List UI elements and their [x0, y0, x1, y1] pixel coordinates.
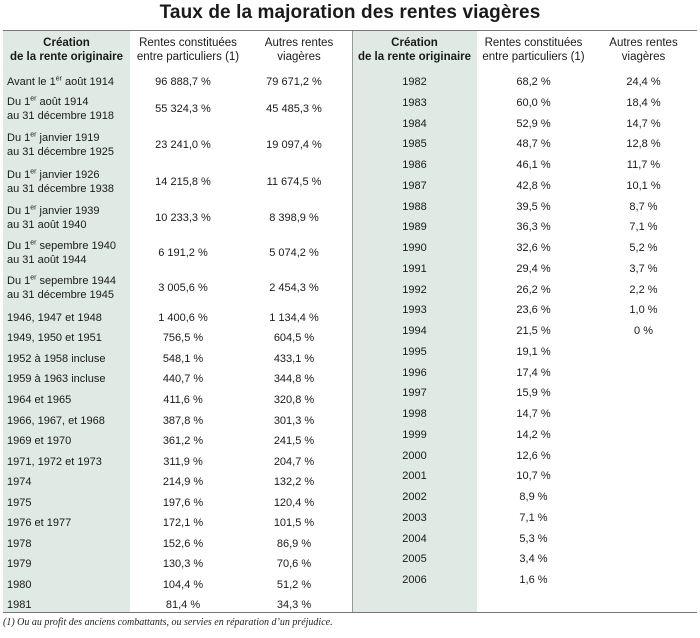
row-label-part: 1976 et 1977: [7, 517, 72, 529]
row-label-part: 1966, 1967, et 1968: [7, 415, 105, 427]
row-label: [7, 475, 31, 489]
rentes-value: 14,7 %: [516, 408, 551, 420]
autres-value: 18,4 %: [626, 96, 661, 109]
autres-value: 5 074,2 %: [269, 247, 319, 259]
row-label: [7, 434, 71, 448]
rentes-value: 68,2 %: [516, 76, 551, 88]
header-autres-right: [590, 36, 697, 64]
rentes-value: 81,4 %: [165, 599, 201, 611]
row-label-part: janvier 1919: [36, 132, 100, 144]
row-label-part: août 1914: [36, 96, 89, 108]
year-label: 1984: [402, 117, 427, 130]
footnote: (1) Ou au profit des anciens combattants, ou servies en réparation d’un préjudice.: [3, 617, 333, 628]
year-label: 1996: [402, 366, 427, 379]
row-label-part: 1949, 1950 et 1951: [7, 332, 102, 344]
autres-value: 12,8 %: [626, 138, 661, 151]
row-label: [7, 578, 31, 592]
autres-value: 45 485,3 %: [266, 103, 322, 115]
row-label-part: 1978: [7, 538, 32, 550]
row-label: [7, 537, 31, 551]
rentes-value: 52,9 %: [516, 117, 551, 130]
row-label-part: sepembre 1944: [36, 275, 116, 287]
rentes-value: 548,1 %: [162, 353, 204, 365]
ordinal-superscript: er: [55, 75, 62, 83]
header-text: entre particuliers (1): [136, 51, 240, 63]
ordinal-superscript: er: [30, 131, 37, 139]
autres-value: 8 398,9 %: [269, 212, 319, 224]
autres-value: 344,8 %: [273, 373, 315, 385]
ordinal-superscript: er: [30, 95, 37, 103]
header-text: viagères: [277, 51, 321, 63]
rentes-value: 55 324,3 %: [155, 103, 211, 115]
header-text: viagères: [621, 51, 666, 63]
table-title: Taux de la majoration des rentes viagères: [159, 2, 541, 23]
ordinal-superscript: er: [30, 239, 37, 247]
autres-value: 14,7 %: [626, 117, 661, 130]
row-label-part: 1975: [7, 497, 32, 509]
autres-value: 11,7 %: [626, 159, 661, 171]
rentes-value: 46,1 %: [516, 159, 551, 171]
year-label: 2000: [402, 449, 427, 462]
year-label: 1994: [402, 325, 427, 337]
row-label: [7, 331, 102, 345]
ordinal-superscript: er: [30, 168, 37, 176]
header-creation-right: [352, 36, 477, 64]
rentes-value: 14 215,8 %: [155, 176, 211, 188]
year-label: 1986: [402, 159, 427, 171]
autres-value: 604,5 %: [273, 332, 315, 344]
row-label-part: 1964 et 1965: [7, 394, 72, 406]
rentes-value: 48,7 %: [516, 138, 551, 151]
rentes-value: 14,2 %: [516, 428, 551, 441]
rentes-value: 5,3 %: [519, 532, 548, 545]
row-label-part: août 1914: [61, 76, 114, 88]
header-text: Autres rentes: [609, 37, 678, 49]
row-label-part: 1979: [7, 558, 32, 570]
year-label: 1990: [402, 242, 427, 254]
row-label: [7, 75, 114, 89]
header-rentes-left: [130, 36, 246, 64]
row-label-part: Du 1: [7, 275, 31, 287]
row-label-line2: au 31 décembre 1945: [7, 289, 115, 301]
row-label: [7, 204, 99, 232]
rentes-value: 26,2 %: [516, 283, 551, 296]
autres-value: 1 134,4 %: [269, 312, 319, 324]
row-label-part: Du 1: [7, 96, 31, 108]
rentes-value: 440,7 %: [162, 373, 204, 385]
header-autres-left: [246, 36, 352, 64]
ordinal-superscript: er: [30, 204, 37, 212]
header-text: de la rente originaire: [9, 51, 124, 63]
header-text: Rentes constituées: [484, 37, 583, 49]
autres-value: 320,8 %: [273, 394, 315, 406]
rentes-value: 17,4 %: [516, 366, 551, 379]
autres-value: 433,1 %: [273, 353, 315, 365]
rentes-value: 7,1 %: [519, 511, 548, 524]
year-label: 1987: [402, 179, 427, 192]
rentes-value: 8,9 %: [519, 491, 548, 503]
rentes-value: 214,9 %: [162, 476, 204, 488]
autres-value: 86,9 %: [276, 538, 312, 550]
autres-value: 70,6 %: [276, 558, 312, 570]
row-label-part: janvier 1939: [36, 205, 100, 217]
year-label: 1983: [402, 96, 427, 109]
autres-value: 5,2 %: [629, 242, 658, 254]
row-label-part: 1971, 1972 et 1973: [7, 456, 102, 468]
row-label: [7, 598, 31, 612]
row-label-part: janvier 1926: [36, 169, 100, 181]
row-label: [7, 393, 71, 407]
rentes-value: 15,9 %: [516, 387, 551, 400]
row-label-part: 1969 et 1970: [7, 435, 72, 447]
row-label: [7, 239, 116, 267]
autres-value: 2 454,3 %: [269, 282, 319, 294]
rentes-value: 39,5 %: [516, 200, 551, 213]
row-label-line2: au 31 décembre 1938: [7, 183, 115, 195]
row-label: [7, 372, 105, 386]
autres-value: 301,3 %: [273, 415, 315, 427]
header-text: Rentes constituées: [139, 37, 237, 49]
year-label: 1989: [402, 221, 427, 234]
rentes-value: 1 400,6 %: [158, 312, 208, 324]
row-label-line2: au 31 août 1944: [7, 254, 87, 266]
autres-value: 11 674,5 %: [266, 176, 322, 188]
autres-value: 241,5 %: [273, 435, 315, 447]
rentes-value: 96 888,7 %: [155, 76, 211, 88]
row-label: [7, 352, 105, 366]
row-label: [7, 168, 114, 196]
year-label: 1997: [402, 387, 427, 400]
autres-value: 24,4 %: [626, 76, 661, 88]
year-label: 1999: [402, 428, 427, 441]
year-label: 2005: [402, 553, 427, 566]
header-rentes-right: [477, 36, 590, 64]
rentes-value: 172,1 %: [162, 517, 204, 529]
rentes-value: 60,0 %: [516, 96, 551, 109]
year-label: 1992: [402, 283, 427, 296]
rentes-value: 10 233,3 %: [155, 212, 211, 224]
rentes-value: 12,6 %: [516, 449, 551, 462]
rentes-value: 130,3 %: [162, 558, 204, 570]
autres-value: 101,5 %: [273, 517, 315, 529]
row-label-part: 1974: [7, 476, 32, 488]
autres-value: 79 671,2 %: [266, 76, 322, 88]
row-label: [7, 557, 31, 571]
row-label: [7, 131, 114, 159]
year-label: 1991: [402, 262, 427, 275]
year-label: 1998: [402, 408, 427, 420]
row-label-part: 1981: [7, 599, 32, 611]
header-text: entre particuliers (1): [482, 51, 585, 63]
row-label-line2: au 31 décembre 1925: [7, 146, 115, 158]
row-label-part: Du 1: [7, 205, 31, 217]
rentes-value: 411,6 %: [163, 394, 203, 406]
year-label: 2006: [402, 574, 427, 586]
rentes-value: 361,2 %: [162, 435, 204, 447]
header-text: Création: [391, 37, 438, 49]
autres-value: 132,2 %: [273, 476, 315, 488]
autres-value: 34,3 %: [276, 599, 312, 611]
year-label: 2002: [402, 491, 427, 503]
row-label-part: 1980: [7, 579, 32, 591]
rentes-value: 1,6 %: [519, 574, 548, 586]
rentes-value: 29,4 %: [516, 262, 551, 275]
autres-value: 8,7 %: [629, 200, 658, 213]
row-label-part: 1946, 1947 et 1948: [7, 312, 102, 324]
rentes-value: 23,6 %: [516, 304, 551, 317]
autres-value: 0 %: [634, 325, 653, 337]
autres-value: 10,1 %: [626, 179, 661, 192]
row-label-line2: au 31 août 1940: [7, 219, 87, 231]
rentes-value: 23 241,0 %: [155, 139, 211, 151]
row-label: [7, 311, 102, 325]
rentes-value: 21,5 %: [516, 325, 551, 337]
row-label-part: Avant le 1: [7, 76, 56, 88]
autres-value: 204,7 %: [273, 456, 315, 468]
row-label-part: sepembre 1940: [36, 240, 116, 252]
rentes-value: 42,8 %: [516, 179, 551, 192]
autres-value: 120,4 %: [273, 497, 315, 509]
autres-value: 3,7 %: [629, 262, 658, 275]
year-label: 1985: [402, 138, 427, 151]
rentes-value: 3 005,6 %: [158, 282, 208, 294]
rentes-value: 387,8 %: [162, 415, 204, 427]
year-label: 2001: [402, 470, 427, 483]
row-label: [7, 496, 31, 510]
row-label: [7, 414, 105, 428]
row-label-part: Du 1: [7, 240, 31, 252]
rentes-value: 19,1 %: [516, 345, 551, 358]
year-label: 1993: [402, 304, 427, 317]
header-creation-left: [3, 36, 130, 64]
rentes-value: 6 191,2 %: [158, 247, 208, 259]
year-label: 2004: [402, 532, 427, 545]
autres-value: 1,0 %: [629, 304, 658, 317]
bottom-rule: [3, 612, 697, 613]
ordinal-superscript: er: [30, 274, 37, 282]
year-label: 1988: [402, 200, 427, 213]
row-label: [7, 95, 114, 123]
rentes-value: 104,4 %: [162, 579, 204, 591]
header-text: Création: [43, 37, 90, 49]
row-label-line2: au 31 décembre 1918: [7, 110, 115, 122]
row-label: [7, 516, 71, 530]
header-text: Autres rentes: [264, 37, 334, 49]
year-label: 1995: [402, 345, 427, 358]
row-label-part: Du 1: [7, 169, 31, 181]
row-label-part: 1959 à 1963 incluse: [7, 373, 106, 385]
year-label: 2003: [402, 511, 427, 524]
rentes-value: 197,6 %: [162, 497, 204, 509]
rentes-value: 32,6 %: [516, 242, 551, 254]
rentes-value: 311,9 %: [163, 456, 203, 468]
header-text: de la rente originaire: [357, 51, 472, 63]
row-label-part: Du 1: [7, 132, 31, 144]
row-label-part: 1952 à 1958 incluse: [7, 353, 106, 365]
year-label: 1982: [402, 76, 427, 88]
rentes-value: 152,6 %: [162, 538, 204, 550]
autres-value: 7,1 %: [629, 221, 658, 234]
autres-value: 2,2 %: [629, 283, 658, 296]
row-label: [7, 455, 102, 469]
autres-value: 19 097,4 %: [266, 139, 322, 151]
rentes-value: 756,5 %: [162, 332, 204, 344]
row-label: [7, 274, 116, 302]
autres-value: 51,2 %: [276, 579, 312, 591]
rentes-value: 3,4 %: [519, 553, 548, 566]
rentes-value: 36,3 %: [516, 221, 551, 234]
rentes-value: 10,7 %: [516, 470, 551, 483]
